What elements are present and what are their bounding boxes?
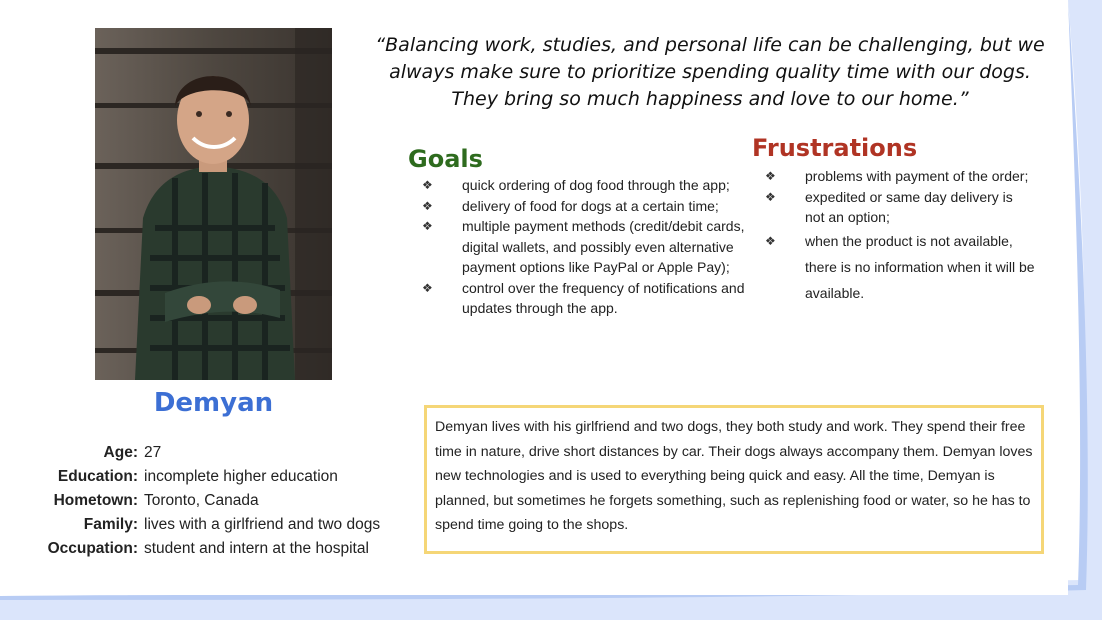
diamond-bullet-icon: ❖ <box>422 280 433 295</box>
frustration-text: when the product is not available, there is no information when it will be available. <box>805 232 1035 301</box>
goals-heading: Goals <box>408 145 483 173</box>
detail-value: lives with a girlfriend and two dogs <box>144 516 381 533</box>
frustration-item <box>765 166 1035 187</box>
detail-row-hometown <box>28 489 418 513</box>
goal-text: quick ordering of dog food through the app; <box>462 177 730 193</box>
detail-label: Family: <box>83 516 138 533</box>
persona-photo <box>95 28 332 380</box>
detail-value: Toronto, Canada <box>144 492 259 509</box>
frustration-item <box>765 228 1035 306</box>
diamond-bullet-icon: ❖ <box>765 233 776 248</box>
frustration-item <box>765 187 1035 228</box>
goal-item <box>422 175 758 196</box>
detail-label: Occupation: <box>47 540 138 557</box>
detail-value: incomplete higher education <box>144 468 338 485</box>
diamond-bullet-icon: ❖ <box>422 219 433 233</box>
detail-row-occupation <box>28 537 418 561</box>
goals-list <box>422 175 758 319</box>
detail-label: Age: <box>103 444 138 461</box>
goal-text: multiple payment methods (credit/debit cards, digital wallets, and possibly even alternative payment options like PayPal or Apple Pay); <box>462 218 745 275</box>
frustration-text: problems with payment of the order; <box>805 168 1029 184</box>
frustrations-heading: Frustrations <box>752 134 918 162</box>
frustration-text: expedited or same day delivery is not an option; <box>805 188 1013 225</box>
goal-text: control over the frequency of notifications and updates through the app. <box>462 279 745 316</box>
diamond-bullet-icon: ❖ <box>422 198 433 213</box>
persona-details <box>28 441 418 561</box>
detail-value: 27 <box>144 444 162 461</box>
detail-row-age <box>28 441 418 465</box>
frustrations-list <box>765 166 1035 306</box>
goal-text: delivery of food for dogs at a certain time; <box>462 197 719 214</box>
detail-label: Hometown: <box>53 492 138 509</box>
diamond-bullet-icon: ❖ <box>765 189 776 204</box>
diamond-bullet-icon: ❖ <box>422 178 433 192</box>
goal-item <box>422 196 758 217</box>
diamond-bullet-icon: ❖ <box>765 169 776 183</box>
persona-bio: Demyan lives with his girlfriend and two dogs, they both study and work. They spend their free time in nature, drive short distances by car. Their dogs always accompany them. Demyan loves new technologies and is used to everything being quick and easy. All the time, Demyan is planned, but sometimes he forgets something, such as replenishing food or water, so he has to spend time going to the shops. <box>424 405 1044 554</box>
detail-row-education <box>28 465 418 489</box>
detail-row-family <box>28 513 418 537</box>
detail-value: student and intern at the hospital <box>144 540 369 557</box>
detail-label: Education: <box>57 468 138 485</box>
persona-name: Demyan <box>153 388 274 418</box>
goal-item <box>422 216 758 278</box>
goal-item <box>422 278 758 319</box>
persona-quote: “Balancing work, studies, and personal life can be challenging, but we always make sure to prioritize spending quality time with our dogs. They bring so much happiness and love to our home.” <box>375 34 1045 110</box>
